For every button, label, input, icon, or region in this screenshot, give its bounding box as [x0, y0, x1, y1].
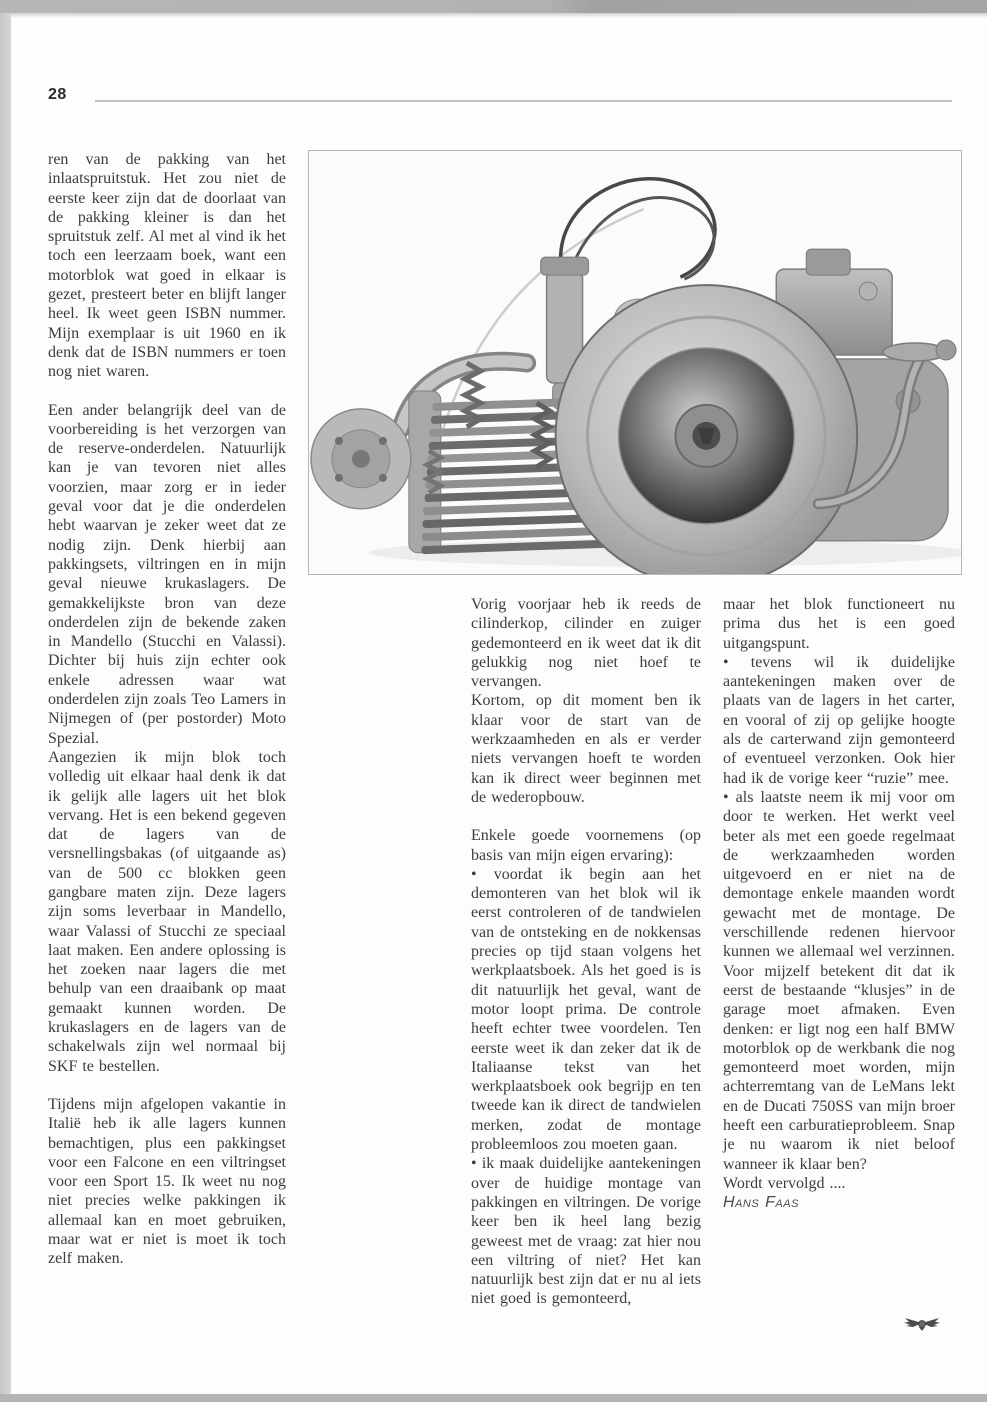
bullet-paragraph: • ik maak duidelijke aantekeningen over de huidige montage van pakkingen en viltringen. De vorige keer ben ik heel lang bezig geweest met de vraag: zat hier nou een viltring of niet? Het kan natuurlijk best zijn dat er nu al iets niet goed is gemonteerd,	[471, 1155, 701, 1308]
engine-photo	[308, 150, 962, 575]
paragraph: ren van de pakking van het inlaatspruitstuk. Het zou niet de eerste keer zijn dat de doorlaat van de pakking kleiner is dan het spruitstuk zelf. Al met al vind ik het toch een leerzaam boek, want een motorblok wat goed in elkaar is gezet, presteert beter en blijft langer heel. Ik weet geen ISBN nummer. Mijn exemplaar is uit 1960 en ik denk dat de ISBN nummers er toen nog niet waren.	[48, 151, 286, 381]
continued-notice: Wordt vervolgd ....	[723, 1174, 846, 1192]
moto-guzzi-eagle-icon	[903, 1315, 941, 1333]
bullet-paragraph: • als laatste neem ik mij voor om door te werken. Het werkt veel beter als met een goede regelmaat de werkzaamheden worden uitgevoerd en er niet na de demontage enkele maanden wordt gewacht met de montage. De verschillende redenen hiervoor kunnen we allemaal wel verzinnen. Voor mijzelf betekent dit dat ik eerst de bestaande “klusjes” in de garage moet afmaken. Even denken: er ligt nog een half BMW motorblok op de werkbank die nog gemonteerd moet worden, mijn achterremtang van de LeMans lekt en de Ducati 750SS van mijn broer heeft een carburatieprobleem. Snap je nu waarom ik niet beloof wanneer ik klaar ben?	[723, 788, 955, 1173]
article-column-middle	[471, 595, 701, 1309]
scan-edge-bottom	[0, 1394, 987, 1402]
scan-edge-left	[0, 13, 11, 1402]
article-column-left	[48, 150, 286, 1269]
article-column-right	[723, 595, 955, 1213]
scan-edge-top-fade	[0, 13, 987, 18]
bullet-paragraph: • tevens wil ik duidelijke aantekeningen maken over de plaats van de lagers in het carter, en vooral of zij op gelijke hoogte als de carterwand zijn gemonteerd of eventueel verzonken. Ook hier had ik de vorige keer “ruzie” mee.	[723, 653, 955, 787]
paragraph: Enkele goede voornemens (op basis van mijn eigen ervaring):	[471, 827, 701, 864]
bullet-paragraph: • voordat ik begin aan het demonteren van het blok wil ik eerst controleren of de tandwielen van de ontsteking en de nokkensas precies op tijd staan volgens het werkplaatsboek. Als het goed is is dit natuurlijk het geval, want de motor loopt prima. De controle heeft echter twee voordelen. Ten eerste weet ik dan zeker dat ik de Italiaanse tekst van het werkplaatsboek ook begrijp en ten tweede kan ik direct de tandwielen merken, zodat de montage probleemloos zou moeten gaan.	[471, 865, 701, 1154]
scan-edge-top	[0, 0, 987, 13]
paragraph: Tijdens mijn afgelopen vakantie in Italië heb ik alle lagers kunnen bemachtigen, plus een pakkingset voor een Falcone en een viltringset voor een Sport 15. Ik weet nu nog niet precies welke pakkingen ik allemaal kan en moet gebruiken, maar wat er niet is moet ik toch zelf maken.	[48, 1095, 286, 1268]
engine-illustration	[309, 151, 961, 574]
paragraph: Aangezien ik mijn blok toch volledig uit elkaar haal denk ik dat ik gelijk alle lagers uit het blok vervang. Het is een bekend gegeven dat de lagers van de versnellingsbakas (of uitgaande as) van de 500 cc blokken geen gangbare maten zijn. Deze lagers zijn soms leverbaar in Mandello, waar Valassi of Stucchi ze speciaal laat maken. Een andere oplossing is het zoeken naar lagers die met behulp van een draaibank op maat gemaakt kunnen worden. De krukaslagers en de lagers van de schakelwals zijn wel normaal bij SKF te bestellen.	[48, 748, 286, 1075]
header-rule	[95, 100, 952, 102]
paragraph: Kortom, op dit moment ben ik klaar voor de start van de werkzaamheden en als er verder niets vervangen hoeft te worden kan ik direct weer beginnen met de wederopbouw.	[471, 692, 701, 806]
author-byline: Hans Faas	[723, 1194, 799, 1212]
page-number: 28	[48, 86, 67, 103]
paragraph: Een ander belangrijk deel van de voorbereiding is het verzorgen van de reserve-onderdelen. Natuurlijk kan je van tevoren niet alles voorzien, maar zorg er in ieder geval voor dat je die onderdelen hebt waarvan je zeker weet dat ze nodig zijn. Denk hierbij aan pakkingsets, viltringen en in mijn geval nieuwe krukaslagers. De gemakkelijkste bron van deze onderdelen zijn de bekende zaken in Mandello (Stucchi en Valassi). Dichter bij huis zijn echter ook enkele adressen waar wat onderdelen zijn zoals Teo Lamers in Nijmegen of (per postorder) Moto Spezial.	[48, 401, 286, 747]
paragraph: Vorig voorjaar heb ik reeds de cilinderkop, cilinder en zuiger gedemonteerd en ik weet dat ik dit gelukkig nog niet hoef te vervangen.	[471, 596, 701, 691]
paragraph: maar het blok functioneert nu prima dus het is een goed uitgangspunt.	[723, 596, 955, 652]
